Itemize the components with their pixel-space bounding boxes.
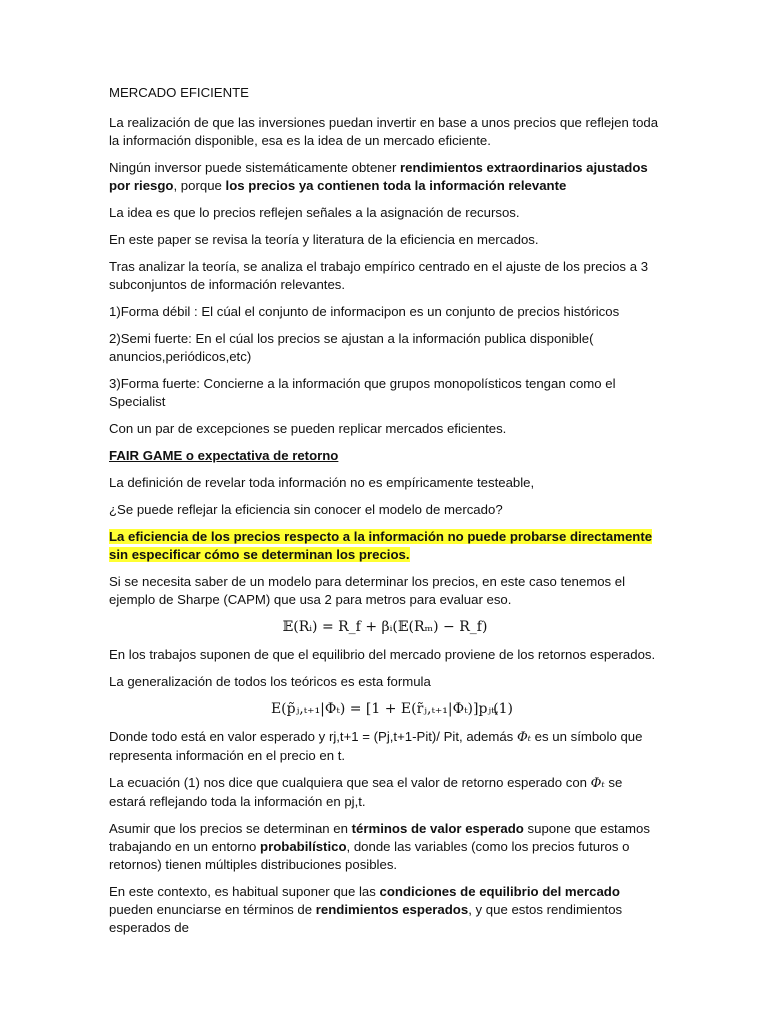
equation-number: (1) [493, 701, 513, 717]
paragraph: En este paper se revisa la teoría y literatura de la eficiencia en mercados. [109, 232, 539, 247]
paragraph [109, 774, 661, 811]
bold-text: condiciones de equilibrio del mercado [379, 884, 620, 899]
text-run: , porque [173, 178, 226, 193]
highlighted-text: La eficiencia de los precios respecto a la información no puede probarse directamente sin especificar cómo se determinan los precios. [109, 529, 653, 562]
document-body [109, 84, 661, 946]
paragraph: La definición de revelar toda información no es empíricamente testeable, [109, 475, 535, 490]
text-run: Asumir que los precios se determinan en [109, 821, 352, 836]
paragraph: Tras analizar la teoría, se analiza el trabajo empírico centrado en el ajuste de los precios a 3 subconjuntos de información relevantes. [109, 259, 649, 292]
text-run: La ecuación (1) nos dice que cualquiera que sea el valor de retorno esperado con [109, 775, 591, 790]
bold-text: términos de valor esperado [351, 821, 524, 836]
text-run: supone que estamos trabajando en un entorno [109, 821, 650, 854]
bold-text: rendimientos extraordinarios ajustados por riesgo [109, 160, 648, 193]
paragraph: ¿Se puede reflejar la eficiencia sin conocer el modelo de mercado? [109, 502, 503, 517]
fair-game-equation [109, 700, 661, 718]
text-run: pueden enunciarse en términos de [109, 902, 316, 917]
paragraph: En los trabajos suponen de que el equilibrio del mercado proviene de los retornos esperados. [109, 647, 656, 662]
text-run: , donde las variables (como los precios futuros o retornos) tienen múltiples distribuciones posibles. [109, 839, 630, 872]
text-run: En este contexto, es habitual suponer que las [109, 884, 380, 899]
list-item: 3)Forma fuerte: Concierne a la información que grupos monopolísticos tengan como el Specialist [109, 376, 616, 409]
capm-equation: 𝔼(Rᵢ) = R_f + βᵢ(𝔼(Rₘ) − R_f) [282, 619, 488, 635]
highlighted-paragraph [109, 528, 661, 564]
section-heading [109, 447, 661, 465]
paragraph: Si se necesita saber de un modelo para determinar los precios, en este caso tenemos el ejemplo de Sharpe (CAPM) que usa 2 para metros para evaluar eso. [109, 574, 626, 607]
text-run: , y que estos rendimientos esperados de [109, 902, 623, 935]
list-item: 2)Semi fuerte: En el cúal los precios se ajustan a la información publica disponible( anuncios,periódicos,etc) [109, 331, 594, 364]
list-item: 1)Forma débil : El cúal el conjunto de informacipon es un conjunto de precios históricos [109, 304, 620, 319]
equation-body: E(p̃ⱼ,ₜ₊₁|Φₜ) = [1 + E(r̃ⱼ,ₜ₊₁|Φₜ)]pⱼₜ, [270, 701, 500, 717]
doc-title: MERCADO EFICIENTE [109, 85, 249, 100]
section-heading-text: FAIR GAME o expectativa de retorno [109, 448, 339, 463]
paragraph: La generalización de todos los teóricos es esta formula [109, 674, 431, 689]
text-run: es un símbolo que representa información en el precio en t. [109, 729, 643, 763]
paragraph: Con un par de excepciones se pueden replicar mercados eficientes. [109, 421, 507, 436]
text-run: Ningún inversor puede sistemáticamente obtener [109, 160, 401, 175]
bold-text: los precios ya contienen toda la información relevante [225, 178, 567, 193]
bold-text: rendimientos esperados [315, 902, 469, 917]
paragraph [109, 883, 661, 937]
phi-symbol: Φₜ [590, 776, 605, 791]
paragraph: La idea es que lo precios reflejen señales a la asignación de recursos. [109, 205, 520, 220]
paragraph [109, 159, 661, 195]
paragraph [109, 820, 661, 874]
paragraph [109, 728, 661, 765]
paragraph: La realización de que las inversiones puedan invertir en base a unos precios que reflejen toda la información disponible, esa es la idea de un mercado eficiente. [109, 115, 659, 148]
text-run: se estará reflejando toda la información en pj,t. [109, 775, 623, 809]
phi-symbol: Φₜ [516, 730, 532, 745]
text-run: Donde todo está en valor esperado y rj,t+1 = (Pj,t+1-Pit)/ Pit, además [109, 729, 517, 744]
bold-text: probabilístico [260, 839, 347, 854]
